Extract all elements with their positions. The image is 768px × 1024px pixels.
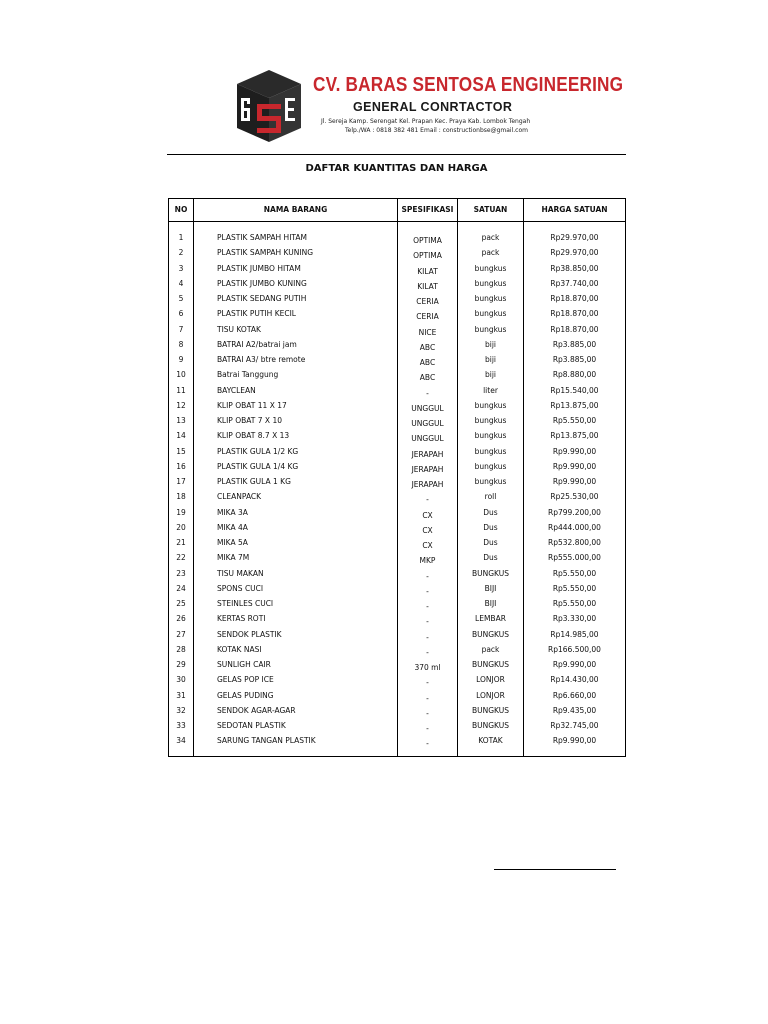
cell-spec: - <box>426 388 429 398</box>
cell-spec: - <box>426 495 429 505</box>
cell-spec: - <box>426 724 429 733</box>
cell-name: KLIP OBAT 7 X 10 <box>217 416 282 425</box>
table-row <box>169 477 625 492</box>
cell-spec: - <box>426 647 429 657</box>
cell-unit: bungkus <box>474 416 507 425</box>
cell-name: GELAS POP ICE <box>217 675 274 685</box>
document-title: DAFTAR KUANTITAS DAN HARGA <box>305 163 488 174</box>
cell-unit: bungkus <box>474 400 507 410</box>
cell-spec: - <box>426 739 429 749</box>
cell-price: Rp29.970,00 <box>550 233 599 242</box>
header-row-divider <box>169 221 625 222</box>
cell-price: Rp18.870,00 <box>550 294 599 303</box>
cell-price: Rp15.540,00 <box>550 385 599 395</box>
table-row <box>169 447 625 462</box>
header-unit: SATUAN <box>473 205 508 214</box>
cell-spec: OPTIMA <box>413 236 442 245</box>
cell-unit: roll <box>484 492 497 502</box>
header-name: NAMA BARANG <box>263 205 328 214</box>
company-name: CV. BARAS SENTOSA ENGINEERING <box>313 74 624 96</box>
cell-unit: Dus <box>483 522 498 532</box>
cell-spec: CX <box>422 525 433 535</box>
cell-spec: - <box>426 602 429 611</box>
table-row <box>169 401 625 416</box>
cell-price: Rp6.660,00 <box>552 690 597 700</box>
cell-name: SEDOTAN PLASTIK <box>217 721 286 730</box>
cell-name: MIKA 7M <box>217 553 250 563</box>
cell-spec: CERIA <box>416 297 439 306</box>
cell-no: 11 <box>176 385 186 395</box>
cell-price: Rp32.745,00 <box>550 721 599 730</box>
cell-unit: BUNGKUS <box>471 660 510 669</box>
cell-price: Rp29.970,00 <box>550 248 599 258</box>
cell-name: KERTAS ROTI <box>217 614 266 624</box>
cell-unit: biji <box>484 355 496 364</box>
cell-unit: BUNGKUS <box>471 568 510 578</box>
cell-spec: MKP <box>419 556 436 566</box>
cell-name: SENDOK PLASTIK <box>217 629 282 639</box>
table-row <box>169 279 625 294</box>
cell-name: PLASTIK JUMBO HITAM <box>217 263 301 273</box>
cell-spec: NICE <box>418 327 437 337</box>
cell-no: 14 <box>176 431 186 441</box>
cell-price: Rp18.870,00 <box>550 309 599 319</box>
cell-unit: pack <box>481 644 500 654</box>
table-row <box>169 675 625 690</box>
cell-spec: UNGGUL <box>411 403 444 413</box>
cell-unit: bungkus <box>474 263 507 273</box>
cell-name: BATRAI A3/ btre remote <box>217 355 306 364</box>
cell-no: 15 <box>176 446 186 456</box>
cell-spec: - <box>426 693 429 703</box>
cell-no: 4 <box>178 278 184 288</box>
cell-price: Rp25.530,00 <box>550 492 599 502</box>
cell-name: KLIP OBAT 8.7 X 13 <box>217 431 290 441</box>
cell-no: 8 <box>178 339 184 349</box>
cell-price: Rp38.850,00 <box>550 263 599 273</box>
table-row <box>169 721 625 736</box>
cell-name: SENDOK AGAR-AGAR <box>217 705 296 715</box>
cell-no: 29 <box>176 660 186 669</box>
cell-price: Rp555.000,00 <box>548 553 601 563</box>
cell-price: Rp9.990,00 <box>552 660 597 669</box>
cell-no: 19 <box>176 507 186 517</box>
cell-spec: OPTIMA <box>413 251 442 261</box>
cell-no: 9 <box>178 355 184 364</box>
cell-unit: BUNGKUS <box>471 721 510 730</box>
cell-no: 10 <box>176 370 186 380</box>
header-no: NO <box>174 205 188 214</box>
header-price: HARGA SATUAN <box>541 205 608 214</box>
cell-spec: ABC <box>419 373 436 383</box>
cell-price: Rp166.500,00 <box>548 644 601 654</box>
cell-price: Rp13.875,00 <box>550 400 599 410</box>
cell-unit: bungkus <box>474 324 507 334</box>
cell-no: 27 <box>176 629 186 639</box>
cell-unit: bungkus <box>474 446 507 456</box>
cell-no: 13 <box>176 416 186 425</box>
cell-unit: liter <box>483 385 498 395</box>
cell-price: Rp9.990,00 <box>552 477 597 486</box>
table-row <box>169 691 625 706</box>
cell-no: 32 <box>176 705 186 715</box>
cell-price: Rp799.200,00 <box>548 507 601 517</box>
cell-no: 1 <box>178 233 184 242</box>
cell-spec: ABC <box>419 358 436 367</box>
cell-unit: Dus <box>483 507 498 517</box>
cell-name: STEINLES CUCI <box>217 599 274 608</box>
table-row <box>169 660 625 675</box>
cell-name: SUNLIGH CAIR <box>217 660 271 669</box>
cell-price: Rp5.550,00 <box>552 583 597 593</box>
table-row <box>169 736 625 751</box>
cell-name: PLASTIK PUTIH KECIL <box>217 309 296 319</box>
cell-name: Batrai Tanggung <box>217 370 279 380</box>
table-row <box>169 630 625 645</box>
table-row <box>169 325 625 340</box>
cell-no: 16 <box>176 461 186 471</box>
cell-unit: BUNGKUS <box>471 705 510 715</box>
cell-price: Rp9.990,00 <box>552 461 597 471</box>
cell-unit: bungkus <box>474 278 507 288</box>
table-row <box>169 248 625 263</box>
company-logo-icon <box>233 68 305 144</box>
cell-name: KOTAK NASI <box>217 644 262 654</box>
cell-spec: - <box>426 571 429 581</box>
cell-no: 6 <box>178 309 184 319</box>
cell-spec: 370 ml <box>414 663 441 672</box>
cell-spec: UNGGUL <box>411 434 444 444</box>
cell-unit: pack <box>481 248 500 258</box>
header-spec: SPESIFIKASI <box>401 205 454 214</box>
price-table <box>168 198 626 757</box>
cell-price: Rp9.990,00 <box>552 736 597 746</box>
cell-no: 22 <box>176 553 186 563</box>
cell-name: PLASTIK JUMBO KUNING <box>217 278 307 288</box>
cell-no: 12 <box>176 400 186 410</box>
cell-price: Rp9.435,00 <box>552 705 597 715</box>
cell-unit: bungkus <box>474 477 507 486</box>
table-row <box>169 553 625 568</box>
cell-spec: KILAT <box>417 266 438 276</box>
cell-price: Rp3.885,00 <box>552 339 597 349</box>
cell-unit: LEMBAR <box>475 614 506 624</box>
cell-spec: ABC <box>419 342 436 352</box>
cell-spec: CX <box>422 541 433 550</box>
table-row <box>169 599 625 614</box>
cell-unit: LONJOR <box>476 690 505 700</box>
cell-price: Rp8.880,00 <box>552 370 597 380</box>
cell-no: 2 <box>178 248 184 258</box>
cell-spec: - <box>426 632 429 642</box>
cell-no: 26 <box>176 614 186 624</box>
cell-name: SPONS CUCI <box>217 583 264 593</box>
cell-price: Rp5.550,00 <box>552 416 597 425</box>
cell-name: PLASTIK GULA 1 KG <box>217 477 291 486</box>
cell-unit: BIJI <box>484 599 497 608</box>
company-subtitle: GENERAL CONRTACTOR <box>353 100 513 114</box>
cell-spec: JERAPAH <box>411 480 444 489</box>
cell-no: 34 <box>176 736 186 746</box>
cell-unit: bungkus <box>474 309 507 319</box>
cell-price: Rp9.990,00 <box>552 446 597 456</box>
table-row <box>169 416 625 431</box>
cell-no: 3 <box>178 263 184 273</box>
cell-price: Rp37.740,00 <box>550 278 599 288</box>
table-row <box>169 645 625 660</box>
table-row <box>169 492 625 507</box>
cell-no: 20 <box>176 522 186 532</box>
cell-spec: CX <box>422 510 433 520</box>
cell-unit: Dus <box>483 553 498 563</box>
cell-no: 31 <box>176 690 186 700</box>
cell-no: 24 <box>176 583 186 593</box>
cell-price: Rp18.870,00 <box>550 324 599 334</box>
cell-name: BATRAI A2/batrai jam <box>217 339 297 349</box>
table-row <box>169 614 625 629</box>
cell-unit: bungkus <box>474 294 507 303</box>
cell-unit: biji <box>484 370 496 380</box>
table-row <box>169 264 625 279</box>
table-row <box>169 294 625 309</box>
cell-no: 25 <box>176 599 186 608</box>
cell-unit: KOTAK <box>478 736 503 746</box>
cell-unit: LONJOR <box>476 675 505 685</box>
cell-name: PLASTIK GULA 1/2 KG <box>217 446 299 456</box>
cell-unit: Dus <box>483 538 498 547</box>
company-address: Jl. Sereja Kamp. Serengat Kel. Prapan Kec. Praya Kab. Lombok Tengah <box>321 118 531 125</box>
cell-name: PLASTIK SEDANG PUTIH <box>217 294 307 303</box>
cell-price: Rp444.000,00 <box>548 522 601 532</box>
table-row <box>169 538 625 553</box>
cell-name: KLIP OBAT 11 X 17 <box>217 400 287 410</box>
cell-spec: CERIA <box>416 312 439 322</box>
table-row <box>169 355 625 370</box>
cell-name: PLASTIK GULA 1/4 KG <box>217 461 299 471</box>
cell-spec: KILAT <box>417 281 438 291</box>
cell-spec: - <box>426 586 429 596</box>
cell-price: Rp3.330,00 <box>552 614 597 624</box>
table-row <box>169 462 625 477</box>
cell-spec: UNGGUL <box>411 419 444 428</box>
table-row <box>169 370 625 385</box>
table-row <box>169 233 625 248</box>
cell-no: 17 <box>176 477 186 486</box>
signature-line <box>494 869 616 870</box>
letterhead <box>233 68 624 148</box>
cell-name: MIKA 5A <box>217 538 248 547</box>
cell-name: MIKA 4A <box>217 522 248 532</box>
cell-name: MIKA 3A <box>217 507 248 517</box>
cell-unit: BUNGKUS <box>471 629 510 639</box>
table-row <box>169 508 625 523</box>
cell-name: TISU KOTAK <box>217 324 261 334</box>
table-row <box>169 309 625 324</box>
cell-spec: - <box>426 678 429 688</box>
cell-name: CLEANPACK <box>217 492 262 502</box>
cell-name: TISU MAKAN <box>217 568 264 578</box>
cell-no: 21 <box>176 538 186 547</box>
cell-spec: - <box>426 617 429 627</box>
cell-spec: JERAPAH <box>411 464 444 474</box>
table-row <box>169 523 625 538</box>
cell-spec: - <box>426 708 429 718</box>
table-row <box>169 431 625 446</box>
table-row <box>169 569 625 584</box>
cell-unit: BIJI <box>484 583 497 593</box>
cell-no: 18 <box>176 492 186 502</box>
cell-price: Rp5.550,00 <box>552 599 597 608</box>
cell-unit: bungkus <box>474 431 507 441</box>
cell-unit: bungkus <box>474 461 507 471</box>
cell-no: 30 <box>176 675 186 685</box>
cell-no: 7 <box>178 324 184 334</box>
cell-unit: pack <box>481 233 500 242</box>
cell-name: SARUNG TANGAN PLASTIK <box>217 736 316 746</box>
company-contact: Telp./WA : 0818 382 481 Email : constructionbse@gmail.com <box>345 127 528 134</box>
cell-no: 33 <box>176 721 186 730</box>
cell-no: 5 <box>178 294 184 303</box>
table-row <box>169 706 625 721</box>
cell-name: PLASTIK SAMPAH HITAM <box>217 233 308 242</box>
cell-spec: JERAPAH <box>411 449 444 459</box>
cell-price: Rp14.985,00 <box>550 629 599 639</box>
cell-price: Rp5.550,00 <box>552 568 597 578</box>
cell-name: BAYCLEAN <box>217 385 256 395</box>
cell-price: Rp3.885,00 <box>552 355 597 364</box>
table-row <box>169 386 625 401</box>
cell-no: 23 <box>176 568 186 578</box>
cell-no: 28 <box>176 644 186 654</box>
header-divider <box>167 154 626 155</box>
cell-price: Rp13.875,00 <box>550 431 599 441</box>
cell-price: Rp14.430,00 <box>550 675 599 685</box>
cell-name: PLASTIK SAMPAH KUNING <box>217 248 314 258</box>
cell-unit: biji <box>484 339 496 349</box>
cell-price: Rp532.800,00 <box>548 538 601 547</box>
cell-name: GELAS PUDING <box>217 690 274 700</box>
table-row <box>169 584 625 599</box>
table-row <box>169 340 625 355</box>
